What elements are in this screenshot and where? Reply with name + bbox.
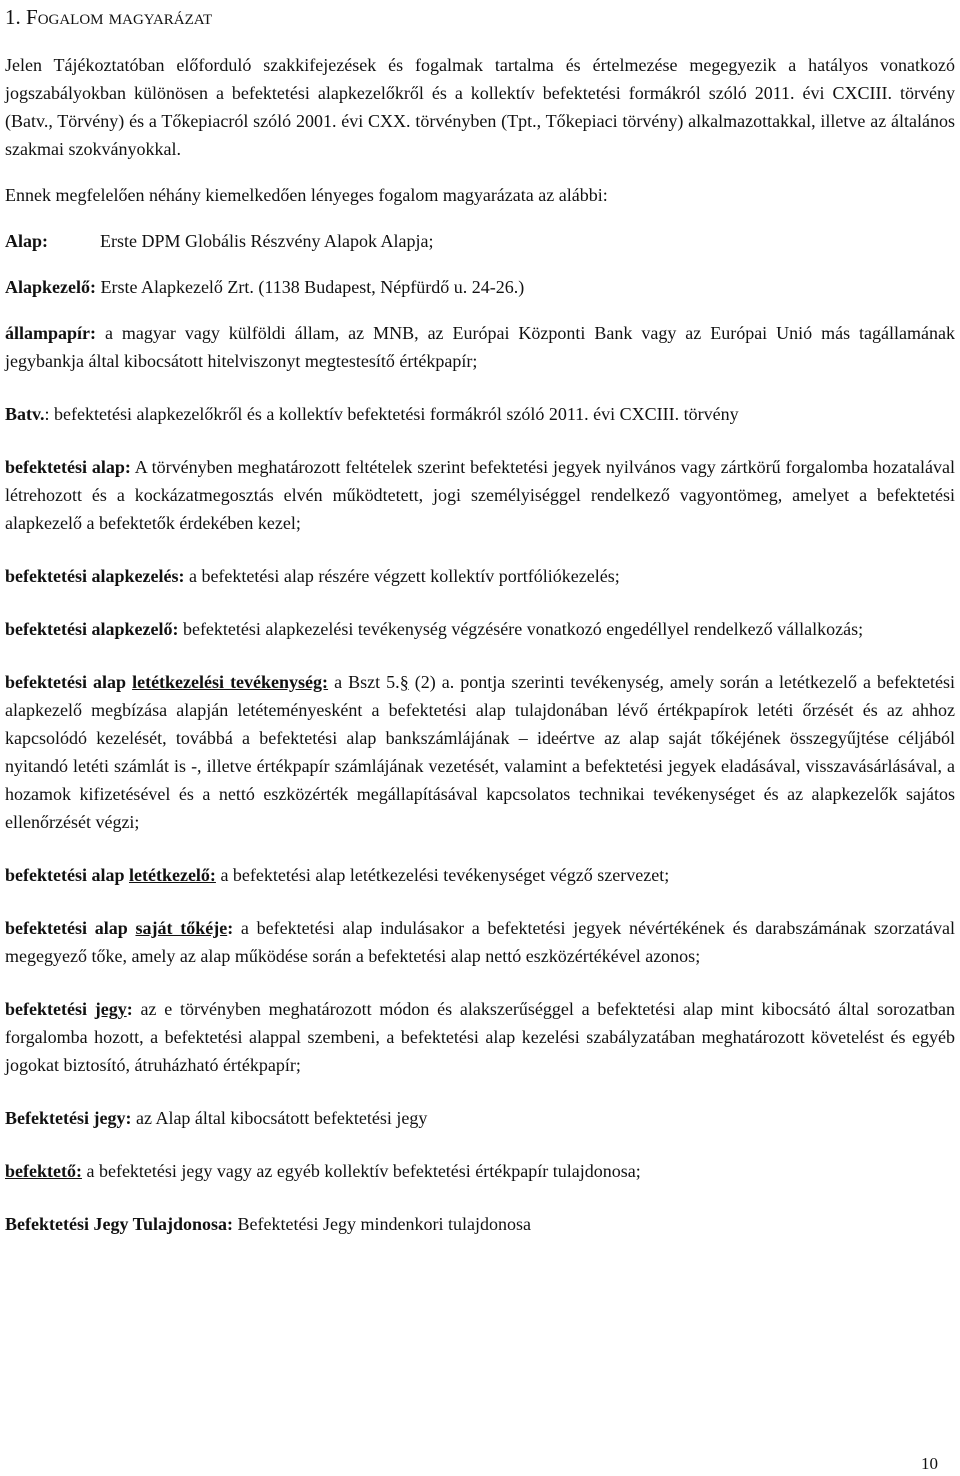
document-page bbox=[5, 0, 955, 1476]
definition-text: az e törvényben meghatározott módon és alakszerűséggel a befektetési alap mint kibocsátó által sorozatban forgalomba hozott, a befektetési alappal szembeni, a befektetési alap kezelési szabályzatában meghatározott követelést és egyéb jogokat biztosító, átruházható értékpapír; bbox=[5, 999, 956, 1075]
definition-text: a magyar vagy külföldi állam, az MNB, az Európai Központi Bank vagy az Európai Unió más tagállamának jegybankja által kibocsátott hitelviszonyt megtestesítő értékpapír; bbox=[5, 323, 955, 371]
definition-text: : befektetési alapkezelőkről és a kollektív befektetési formákról szóló 2011. évi CXCIII. törvény bbox=[44, 404, 739, 424]
definition-text: a befektetési alap részére végzett kollektív portfóliókezelés; bbox=[184, 566, 620, 586]
definition-text: Befektetési Jegy mindenkori tulajdonosa bbox=[233, 1214, 531, 1234]
definition-befektetesi-alapkezelo bbox=[5, 615, 955, 643]
term-alapkezelo: Alapkezelő: bbox=[5, 277, 96, 297]
term-plain: befektetési bbox=[5, 999, 95, 1019]
term-alap: Alap: bbox=[5, 231, 49, 251]
definition-text: az Alap által kibocsátott befektetési jegy bbox=[131, 1108, 428, 1128]
definition-text: befektetési alapkezelési tevékenység végzésére vonatkozó engedéllyel rendelkező vállalkozás; bbox=[178, 619, 864, 639]
definition-text: A törvényben meghatározott feltételek szerint befektetési jegyek nyilvános vagy zártkörű forgalomba hozatalával létrehozott és a kockázatmegosztás elvén működtetett, jogi személyiséggel rendelkező vagyontömeg, amelyet a befektetési alapkezelő a befektetők érdekében kezel; bbox=[5, 457, 955, 533]
definition-befektetesi-jegy bbox=[5, 995, 955, 1079]
term-letetkezelesi-underlined: letétkezelési tevékenység: bbox=[132, 672, 329, 692]
definition-text-before: a Bszt 5. bbox=[328, 672, 400, 692]
term-plain: Befektetési jegy: bbox=[5, 1108, 132, 1128]
page-number: 10 bbox=[921, 1454, 938, 1473]
definitions-lead: Ennek megfelelően néhány kiemelkedően lényeges fogalom magyarázata az alábbi: bbox=[5, 185, 608, 205]
term-befektetesi-alapkezelo: befektetési alapkezelő: bbox=[5, 619, 179, 639]
section-title-rest: ogalom magyarázat bbox=[37, 5, 213, 29]
definition-befekteto bbox=[5, 1157, 955, 1185]
definition-text: a befektetési alap indulásakor a befektetési jegyek névértékének és darabszámának szorzatával megegyező tőke, amely az alap működése során a befektetési alap nettó eszközértékével azonos; bbox=[5, 918, 955, 966]
term-underlined: letétkezelő: bbox=[128, 865, 216, 885]
section-sign: § bbox=[399, 672, 409, 692]
term-plain: Befektetési Jegy Tulajdonosa: bbox=[5, 1214, 234, 1234]
term-befektetesi-alap: befektetési alap: bbox=[5, 457, 131, 477]
definition-alap-text: Erste DPM Globális Részvény Alapok Alapja; bbox=[100, 231, 434, 251]
definition-alap bbox=[5, 227, 955, 255]
definition-text: a befektetési alap letétkezelési tevékenységet végző szervezet; bbox=[215, 865, 670, 885]
term-after: : bbox=[126, 999, 133, 1019]
term-underlined: saját tőkéje bbox=[135, 918, 228, 938]
term-underlined: jegy bbox=[94, 999, 127, 1019]
section-title-initial: F bbox=[26, 5, 38, 29]
definition-text: a befektetési jegy vagy az egyéb kollektív befektetési értékpapír tulajdonosa; bbox=[81, 1161, 641, 1181]
term-allampapir: állampapír: bbox=[5, 323, 97, 343]
definition-sajat-toke bbox=[5, 914, 955, 970]
definition-alapkezelo-text: Erste Alapkezelő Zrt. (1138 Budapest, Népfürdő u. 24-26.) bbox=[95, 277, 525, 297]
definition-befektetesi-alap bbox=[5, 453, 955, 537]
term-plain: befektetési alap bbox=[5, 918, 136, 938]
definition-allampapir bbox=[5, 319, 955, 375]
definition-alapkezelo bbox=[5, 273, 955, 301]
definition-text-after: (2) a. pontja szerinti tevékenység, amely során a letétkezelő a befektetési alapkezelő megbízása alapján letéteményesként a befektetési alap tulajdonában lévő értékpapírok letéti őrzését és az ahhoz kapcsolódó kezelését, továbbá a befektetési alap bankszámlájának – ideértve az alap saját tőkéjének összegyűjtése céljából nyitandó letéti számlát is -, illetve értékpapír számlájának vezetését, valamint a befektetési jegyek eladásával, visszavásárlásával, a hozamok kifizetésével és a nettó eszközérték megállapításával kapcsolatos technikai tevékenységet és az alapkezelők sajátos ellenőrzését végzi; bbox=[5, 672, 955, 832]
intro-paragraph: Jelen Tájékoztatóban előforduló szakkifejezések és fogalmak tartalma és értelmezése megegyezik a hatályos vonatkozó jogszabályokban különösen a befektetési alapkezelőkről és a kollektív befektetési formákról szóló 2011. évi CXCIII. törvény (Batv., Törvény) és a Tőkepiacról szóló 2001. évi CXX. törvényben (Tpt., Tőkepiaci törvény) alkalmazottakkal, illetve az általános szakmai szokványokkal. bbox=[5, 55, 955, 159]
term-letetkezelesi-plain: befektetési alap bbox=[5, 672, 133, 692]
term-underlined: befektető: bbox=[5, 1161, 82, 1181]
section-number: 1. bbox=[5, 5, 21, 29]
definition-batv bbox=[5, 400, 955, 428]
term-alapkezeles: befektetési alapkezelés: bbox=[5, 566, 185, 586]
definition-befektetesi-jegy-alap bbox=[5, 1104, 955, 1132]
definition-jegy-tulajdonosa bbox=[5, 1210, 955, 1238]
term-after: : bbox=[227, 918, 234, 938]
definition-letetkezelo bbox=[5, 861, 955, 889]
definition-letetkezelesi-tevekenyseg bbox=[5, 668, 955, 836]
definition-alapkezeles bbox=[5, 562, 955, 590]
section-heading bbox=[5, 0, 955, 32]
term-batv: Batv. bbox=[5, 404, 45, 424]
term-plain: befektetési alap bbox=[5, 865, 129, 885]
